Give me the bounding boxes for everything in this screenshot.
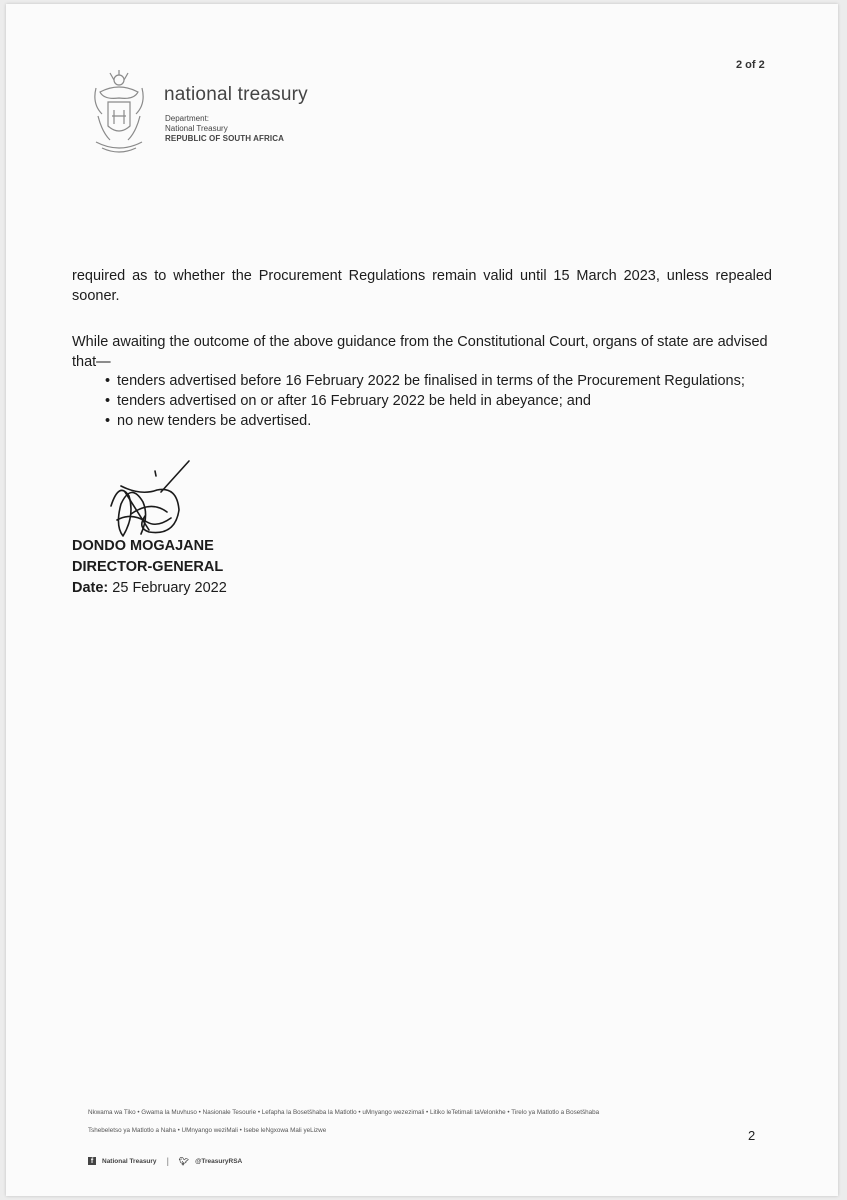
letterhead: [90, 70, 350, 160]
signatory-position: DIRECTOR-GENERAL: [72, 559, 224, 575]
date-label: Date:: [72, 580, 109, 596]
footer-languages: [88, 1104, 748, 1140]
list-item: [72, 411, 772, 431]
document-page: [6, 4, 838, 1196]
footer-languages-line2: Tshebeletso ya Matlotlo a Naha • UMnyango weziMali • Isebe leNgxowa Mali yeLizwe: [88, 1127, 327, 1134]
facebook-icon: f: [88, 1157, 96, 1165]
coat-of-arms-icon: [90, 70, 148, 156]
advice-bullet-list: [72, 371, 772, 431]
bullet-icon: •: [105, 413, 111, 429]
bullet-icon: •: [105, 393, 111, 409]
letterhead-country: REPUBLIC OF SOUTH AFRICA: [165, 134, 284, 143]
list-item: [72, 391, 772, 411]
footer-social: [88, 1156, 242, 1166]
page-number: 2: [748, 1128, 756, 1143]
facebook-handle: National Treasury: [102, 1157, 157, 1165]
paragraph-regulations-validity: required as to whether the Procurement Regulations remain valid until 15 March 2023, unless repealed sooner.: [72, 268, 772, 304]
date-value: 25 February 2022: [108, 580, 227, 596]
footer-languages-line1: Nkwama wa Tiko • Gwama la Muvhuso • Nasionale Tesourie • Lefapha la Bosetšhaba la Matlotlo • uMnyango wezezimali • Litiko leTetimali taVelonkhe • Tirelo ya Matlotlo a Bosetšhaba: [88, 1109, 600, 1116]
letterhead-title: national treasury: [164, 84, 308, 105]
bullet-text: tenders advertised on or after 16 February 2022 be held in abeyance; and: [117, 393, 591, 409]
signature-date: [72, 578, 227, 599]
signatory-name: DONDO MOGAJANE: [72, 538, 214, 554]
letterhead-department-name: National Treasury: [165, 124, 228, 133]
signatory-block: [72, 536, 227, 599]
paragraph-advice-intro: While awaiting the outcome of the above guidance from the Constitutional Court, organs of state are advised that—: [72, 334, 768, 370]
twitter-icon: 🐦︎: [178, 1156, 190, 1166]
bullet-icon: •: [105, 373, 111, 389]
footer-separator: |: [166, 1156, 169, 1166]
list-item: [72, 371, 772, 391]
bullet-text: tenders advertised before 16 February 2022 be finalised in terms of the Procurement Regulations;: [117, 373, 745, 389]
letterhead-department-label: Department:: [165, 114, 210, 123]
page-counter: 2 of 2: [736, 59, 765, 71]
bullet-text: no new tenders be advertised.: [117, 413, 312, 429]
twitter-handle: @TreasuryRSA: [195, 1157, 243, 1165]
